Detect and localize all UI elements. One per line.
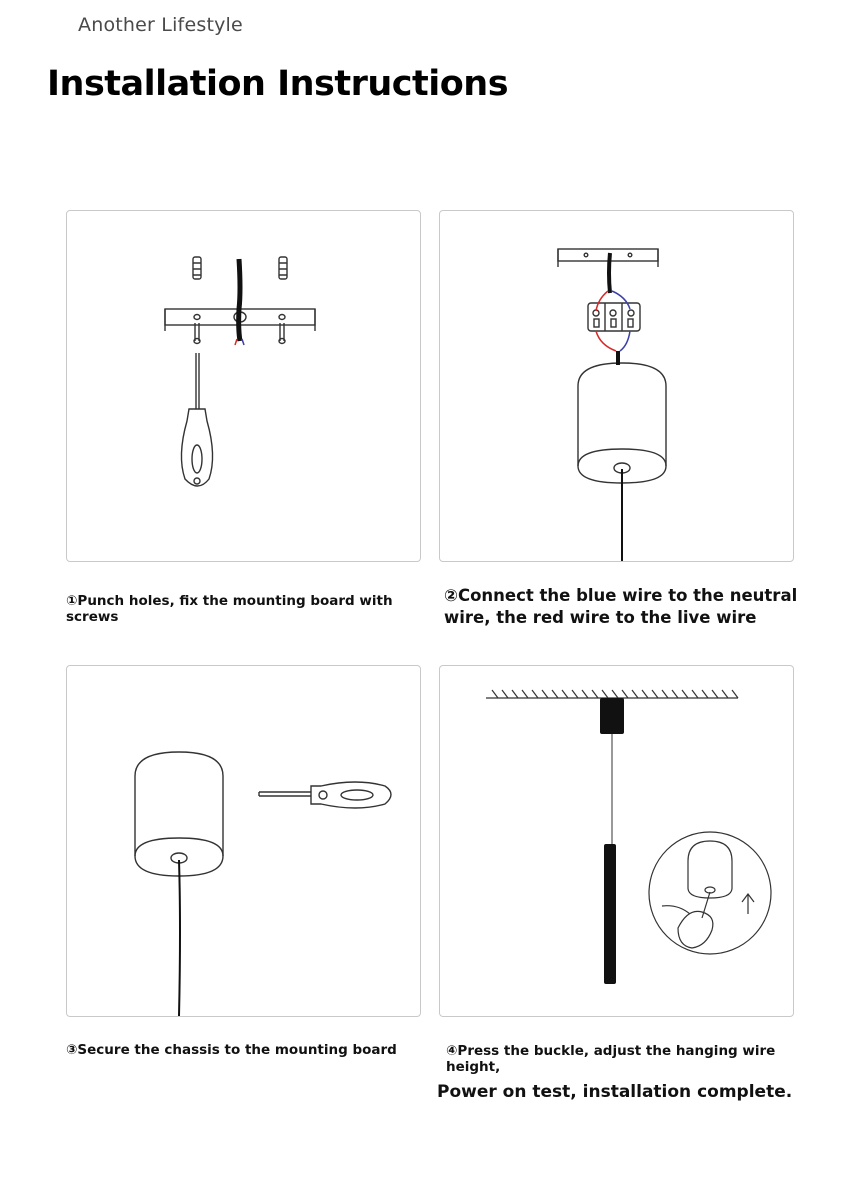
step-4-illustration (439, 665, 794, 1017)
final-note: Power on test, installation complete. (437, 1082, 793, 1102)
brand-logo-text: Another Lifestyle (78, 14, 243, 36)
mounting-board-screws-drawing (67, 211, 420, 561)
chassis-securing-drawing (67, 666, 420, 1016)
step-3-caption: ③Secure the chassis to the mounting board (66, 1042, 397, 1058)
step-4-caption: ④Press the buckle, adjust the hanging wire height, (446, 1043, 776, 1075)
pendant-height-adjust-drawing (440, 666, 793, 1016)
step-2-caption: ②Connect the blue wire to the neutral wire, the red wire to the live wire (444, 586, 798, 627)
wiring-connection-drawing (440, 211, 793, 561)
page-title: Installation Instructions (47, 64, 509, 104)
step-3-illustration (66, 665, 421, 1017)
step-1-caption: ①Punch holes, fix the mounting board with screws (66, 593, 393, 625)
step-1-illustration (66, 210, 421, 562)
step-2-illustration (439, 210, 794, 562)
